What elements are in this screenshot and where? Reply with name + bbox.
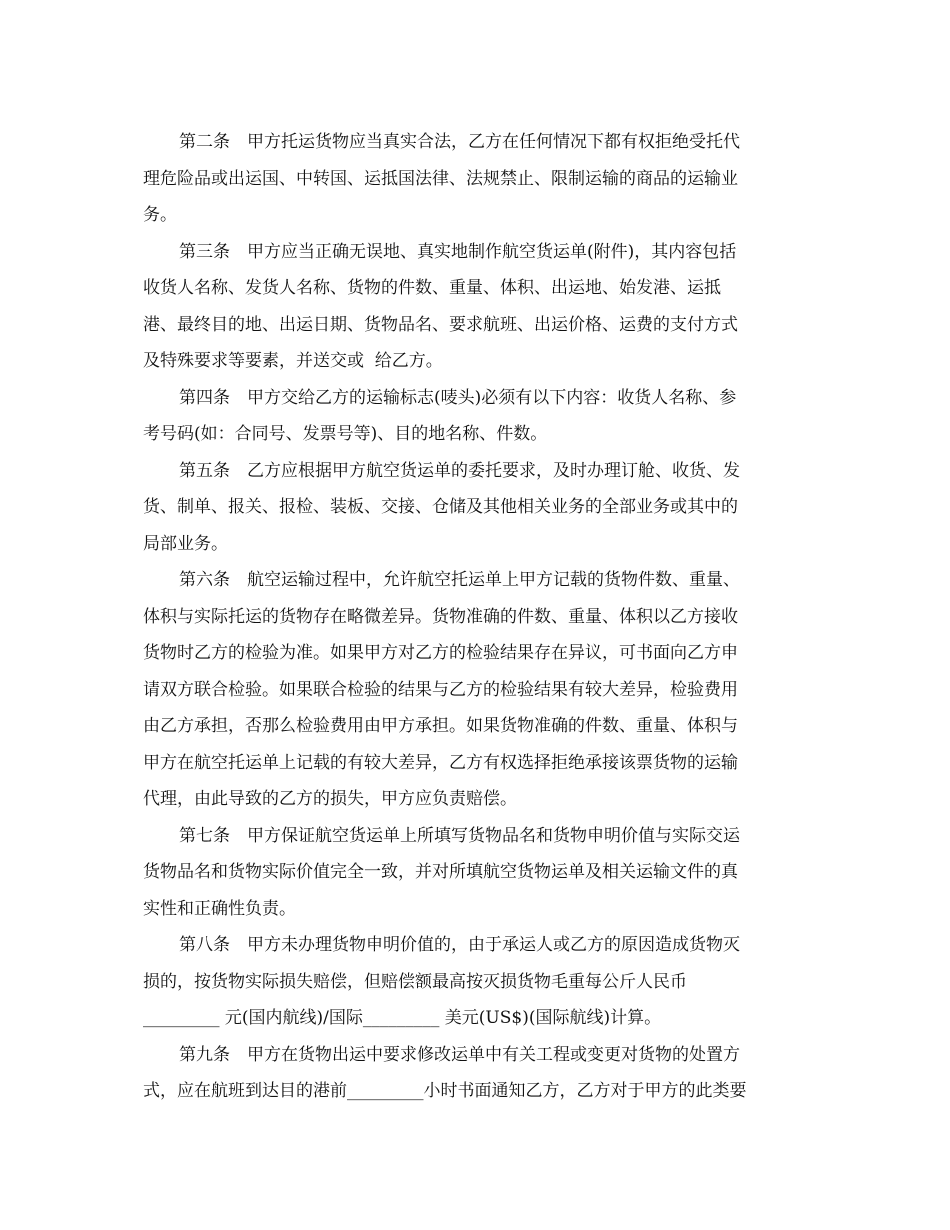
clause-6-paragraph [143, 562, 807, 818]
text-line: 体积与实际托运的货物存在略微差异。货物准确的件数、重量、体积以乙方接收 [143, 606, 738, 627]
clause-5-paragraph [143, 453, 807, 563]
text-line: 代理，由此导致的乙方的损失，甲方应负责赔偿。 [143, 789, 517, 809]
text-line: 考号码(如：合同号、发票号等)、目的地名称、件数。 [143, 424, 548, 444]
text-line: 第八条 甲方未办理货物申明价值的，由于承运人或乙方的原因造成货物灭 [179, 935, 740, 955]
text-line: 第五条 乙方应根据甲方航空货运单的委托要求，及时办理订舱、收货、发 [179, 460, 740, 481]
text-line: 第二条 甲方托运货物应当真实合法，乙方在任何情况下都有权拒绝受托代 [179, 132, 740, 152]
contract-body [143, 124, 807, 1110]
text-line: 第三条 甲方应当正确无误地、真实地制作航空货运单(附件)，其内容包括 [179, 241, 737, 262]
clause-2-paragraph [143, 124, 807, 234]
text-line: 式，应在航班到达目的港前_________小时书面通知乙方，乙方对于甲方的此类要 [143, 1081, 747, 1101]
text-line: 及特殊要求等要素，并送交或 给乙方。 [143, 351, 443, 371]
clause-7-paragraph [143, 818, 807, 928]
text-line: 务。 [143, 205, 177, 225]
clause-8-paragraph [143, 927, 807, 1037]
text-line: 第九条 甲方在货物出运中要求修改运单中有关工程或变更对货物的处置方 [179, 1044, 740, 1065]
text-line: 第四条 甲方交给乙方的运输标志(唛头)必须有以下内容：收货人名称、参 [179, 387, 737, 408]
text-line: 甲方在航空托运单上记载的有较大差异，乙方有权选择拒绝承接该票货物的运输 [143, 752, 738, 773]
text-line: 请双方联合检验。如果联合检验的结果与乙方的检验结果有较大差异，检验费用 [143, 679, 738, 700]
clause-3-paragraph [143, 234, 807, 380]
text-line: 由乙方承担，否那么检验费用由甲方承担。如果货物准确的件数、重量、体积与 [143, 716, 738, 736]
text-line: 收货人名称、发货人名称、货物的件数、重量、体积、出运地、始发港、运抵 [143, 278, 721, 298]
text-line: 第七条 甲方保证航空货运单上所填写货物品名和货物申明价值与实际交运 [179, 825, 740, 846]
text-line: _________ 元(国内航线)/国际_________ 美元(US$)(国际航线)计算。 [143, 1008, 662, 1028]
text-line: 实性和正确性负责。 [143, 898, 296, 919]
clause-4-paragraph [143, 380, 807, 453]
text-line: 货物品名和货物实际价值完全一致，并对所填航空货物运单及相关运输文件的真 [143, 862, 738, 882]
text-line: 第六条 航空运输过程中，允许航空托运单上甲方记载的货物件数、重量、 [179, 570, 740, 590]
text-line: 损的，按货物实际损失赔偿，但赔偿额最高按灭损货物毛重每公斤人民币 [143, 971, 687, 992]
text-line: 理危险品或出运国、中转国、运抵国法律、法规禁止、限制运输的商品的运输业 [143, 168, 738, 189]
text-line: 货物时乙方的检验为准。如果甲方对乙方的检验结果存在异议，可书面向乙方申 [143, 643, 738, 663]
text-line: 局部业务。 [143, 533, 228, 554]
text-line: 港、最终目的地、出运日期、货物品名、要求航班、出运价格、运费的支付方式 [143, 314, 738, 335]
text-line: 货、制单、报关、报检、装板、交接、仓储及其他相关业务的全部业务或其中的 [143, 497, 738, 517]
clause-9-paragraph [143, 1037, 807, 1110]
